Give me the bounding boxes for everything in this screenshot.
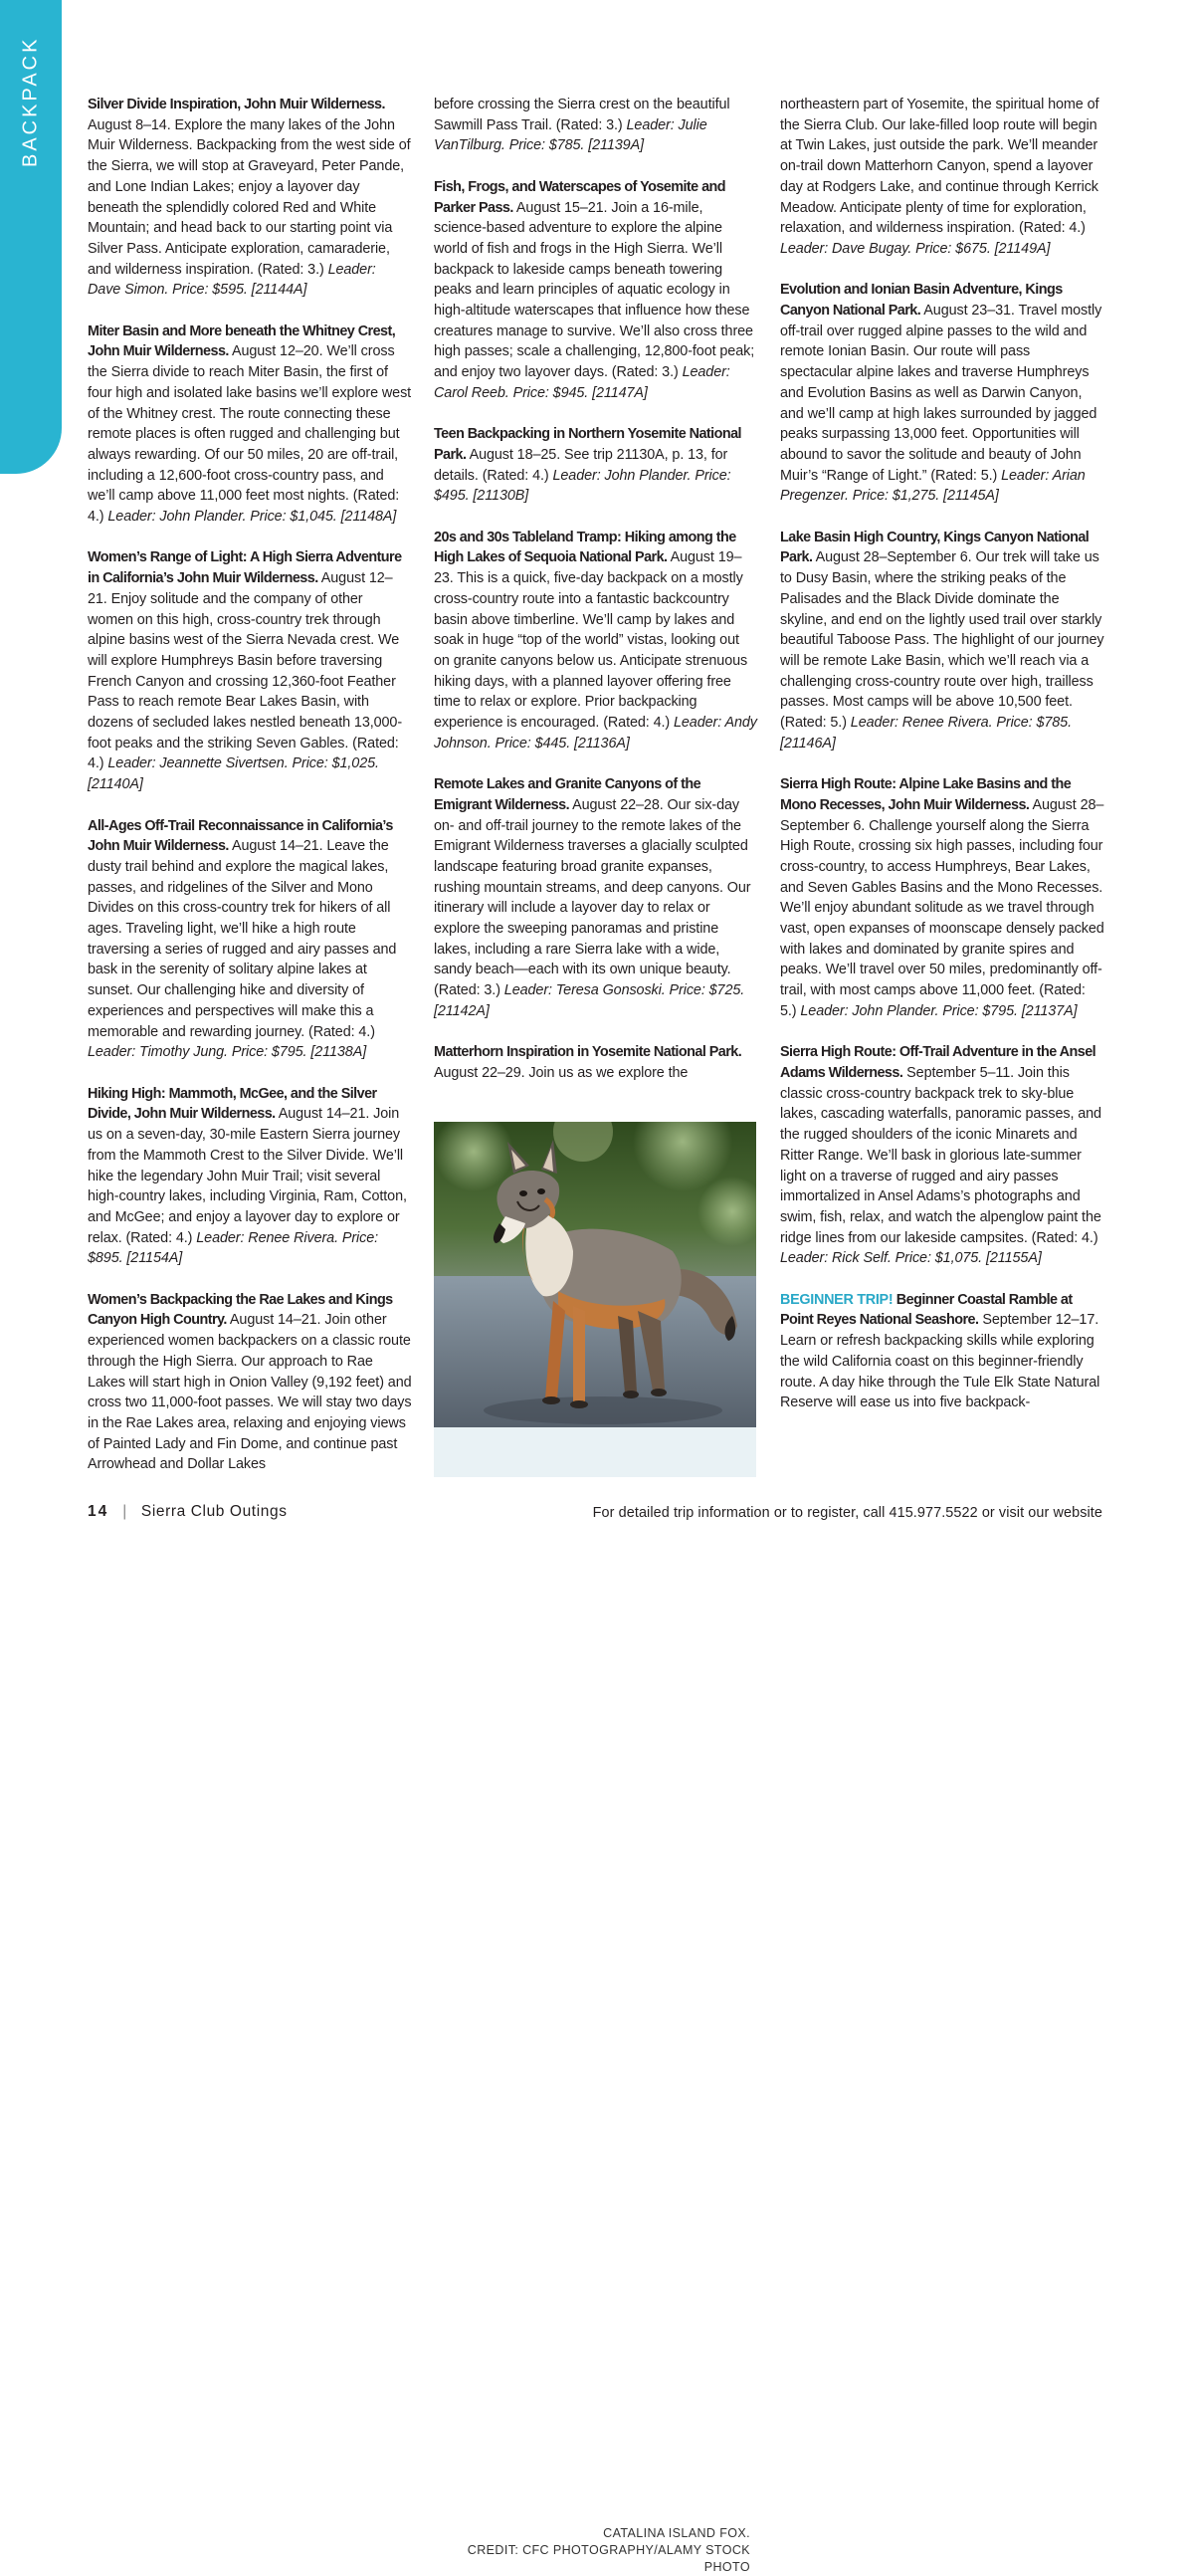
trip-leader-price: Leader: Andy Johnson. Price: $445. [21136A] (434, 715, 757, 751)
trip-entry (88, 816, 412, 1063)
trip-leader-price: Leader: Renee Rivera. Price: $785. [21146A] (780, 715, 1072, 751)
trip-description: August 22–28. Our six-day on- and off-trail journey to the remote lakes of the Emigrant Wilderness traverses a glacially sculpted landscape featuring broad granite expanses, rushing mountain streams, and deep canyons. Our itinerary will include a layover day to relax or explore the sweeping panoramas and pristine lakes, including a rare Sierra lake with a wide, sandy beach—each with its own unique beauty. (Rated: 3.) (434, 796, 751, 999)
photo-caption-title: CATALINA ISLAND FOX. (603, 2526, 750, 2540)
trip-leader-price: Leader: Teresa Gonsoski. Price: $725. [21142A] (434, 982, 745, 1019)
trip-entry-continued (780, 95, 1104, 260)
trip-title: Women’s Backpacking the Rae Lakes and Kings Canyon High Country. (88, 1291, 393, 1329)
column-2 (434, 95, 758, 1104)
section-tab (0, 0, 62, 474)
publication-name: Sierra Club Outings (140, 1503, 288, 1520)
trip-title: 20s and 30s Tableland Tramp: Hiking among the High Lakes of Sequoia National Park. (434, 529, 736, 566)
page-footer-note: For detailed trip information or to register, call 415.977.5522 or visit our website (592, 1505, 1102, 1521)
trip-leader-price: Leader: Rick Self. Price: $1,075. [21155A] (780, 1250, 1042, 1267)
trip-leader-price: Leader: John Plander. Price: $1,045. [21148A] (107, 509, 397, 526)
trip-description: August 14–21. Join us on a seven-day, 30-mile Eastern Sierra journey from the Mammoth Crest to the Silver Divide. We’ll hike the legendary John Muir Trail; visit several high-country lakes, including Virginia, Ram, Cotton, and McGee; and enjoy a layover day to explore or relax. (Rated: 4.) (88, 1106, 407, 1246)
trip-entry (434, 1042, 758, 1083)
trip-entry (434, 177, 758, 404)
trip-entry (780, 280, 1104, 507)
trip-description: August 14–21. Join other experienced women backpackers on a classic route through the High Sierra. Our approach to Rae Lakes will start high in Onion Valley (9,192 feet) and cross two 11,000-foot passes. We will stay two days in the Rae Lakes area, relaxing and enjoying views of Painted Lady and Fin Dome, and continue past Arrowhead and Dollar Lakes (88, 1312, 412, 1473)
trip-leader-price: Leader: Carol Reeb. Price: $945. [21147A] (434, 364, 730, 401)
trip-entry (434, 528, 758, 754)
section-tab-label: BACKPACK (19, 36, 42, 167)
column-3 (780, 95, 1104, 1434)
trip-entry (88, 1290, 412, 1475)
trip-description: August 28–September 6. Challenge yourself along the Sierra High Route, crossing six high passes, including four cross-country, to access Humphreys, Bear Lakes, and Seven Gables Basins and the Mono Recesses. We’ll enjoy abundant solitude as we travel through vast, open expanses of moonscape densely packed with lakes and dominated by granite spires and peaks. We’ll travel over 50 miles, predominantly off-trail, with most camps above 11,000 feet. (Rated: 5.) (780, 796, 1104, 1019)
catalina-island-fox-photo (434, 1122, 756, 1427)
trip-title: Evolution and Ionian Basin Adventure, Kings Canyon National Park. (780, 282, 1063, 320)
trip-title: Matterhorn Inspiration in Yosemite National Park. (434, 1044, 742, 1061)
trip-entry (88, 95, 412, 301)
trip-description: August 15–21. Join a 16-mile, science-based adventure to explore the alpine world of fish and frogs in the High Sierra. We’ll backpack to lakeside camps beneath towering peaks and learn principles of aquatic ecology in high-altitude waterscapes that influence how these creatures manage to survive. We’ll also cross three high passes; scale a challenging, 12,800-foot peak; and enjoy two layover days. (Rated: 3.) (434, 199, 755, 381)
trip-leader-price: Leader: Timothy Jung. Price: $795. [21138A] (88, 1044, 367, 1061)
trip-leader-price: Leader: Arian Pregenzer. Price: $1,275. [21145A] (780, 467, 1086, 505)
trip-title: Women’s Range of Light: A High Sierra Adventure in California’s John Muir Wilderness. (88, 549, 402, 587)
beginner-trip-badge: BEGINNER TRIP! (780, 1291, 894, 1308)
trip-entry (780, 528, 1104, 754)
page-number: 14 (88, 1503, 109, 1520)
trip-entry (780, 774, 1104, 1021)
trip-entry (434, 774, 758, 1021)
trip-title: Silver Divide Inspiration, John Muir Wilderness. (88, 97, 385, 112)
trip-description: August 12–20. We’ll cross the Sierra divide to reach Miter Basin, the first of four high and isolated lake basins we’ll explore west of the Whitney crest. The route connecting these remote places is often rugged and challenging but always rewarding. Of our 50 miles, 20 are off-trail, including a 12,600-foot cross-country pass, and we’ll camp above 11,000 feet most nights. (Rated: 4.) (88, 343, 412, 526)
trip-description: August 18–25. See trip 21130A, p. 13, for details. (Rated: 4.) (434, 446, 728, 484)
fox-photo-figure (434, 1122, 756, 2574)
trip-title: Sierra High Route: Alpine Lake Basins and the Mono Recesses, John Muir Wilderness. (780, 776, 1072, 813)
trip-title: Teen Backpacking in Northern Yosemite National Park. (434, 426, 741, 463)
trip-entry (434, 424, 758, 507)
photo-caption (434, 2525, 750, 2576)
trip-title: Hiking High: Mammoth, McGee, and the Silver Divide, John Muir Wilderness. (88, 1085, 377, 1123)
trip-entry (88, 322, 412, 528)
trip-entry-continued (434, 95, 758, 156)
trip-title: Fish, Frogs, and Waterscapes of Yosemite and Parker Pass. (434, 178, 726, 216)
trip-description: September 12–17. Learn or refresh backpacking skills while exploring the wild California coast on this beginner-friendly route. A day hike through the Tule Elk State Natural Reserve will ease us into five backpack- (780, 1312, 1100, 1411)
trip-description: northeastern part of Yosemite, the spiritual home of the Sierra Club. Our lake-filled loop route will begin at Twin Lakes, just outside the park. We’ll meander on-trail down Matterhorn Canyon, spend a layover day at Rodgers Lake, and continue through Kerrick Meadow. Anticipate plenty of time for exploration, relaxation, and wilderness inspiration. (Rated: 4.) (780, 97, 1099, 237)
trip-description: August 19–23. This is a quick, five-day backpack on a mostly cross-country route into a fantastic backcountry basin above timberline. We’ll camp by lakes and soak in huge “top of the world” vistas, looking out on granite canyons below us. Anticipate strenuous hiking days, with a planned layover offering free time to relax or explore. Prior backpacking experience is encouraged. (Rated: 4.) (434, 549, 748, 732)
trip-description: August 8–14. Explore the many lakes of the John Muir Wilderness. Backpacking from the west side of the Sierra, we will stop at Graveyard, Peter Pande, and Lone Indian Lakes; enjoy a layover day beneath the splendidly colored Red and White Mountain; and head back to our starting point via Silver Pass. Anticipate exploration, camaraderie, and wilderness inspiration. (Rated: 3.) (88, 116, 411, 278)
trip-leader-price: Leader: Dave Bugay. Price: $675. [21149A] (780, 240, 1051, 257)
trip-leader-price: Leader: Renee Rivera. Price: $895. [21154A] (88, 1229, 379, 1267)
photo-credit: CREDIT: CFC PHOTOGRAPHY/ALAMY STOCK PHOTO (467, 2543, 750, 2574)
column-1 (88, 95, 412, 1496)
trip-entry (88, 547, 412, 794)
trip-leader-price: Leader: Jeannette Sivertsen. Price: $1,025. [21140A] (88, 755, 379, 793)
trip-title: Sierra High Route: Off-Trail Adventure in the Ansel Adams Wilderness. (780, 1044, 1096, 1081)
trip-description: August 14–21. Leave the dusty trail behind and explore the magical lakes, passes, and ridgelines of the Silver and Mono Divides on this cross-country trek for hikers of all ages. Traveling light, we’ll hike a high route traversing a series of rugged and airy passes and bask in the serenity of solitary alpine lakes at sunset. Our challenging hike and diversity of experiences and perspectives will make this a memorable and rewarding journey. (Rated: 4.) (88, 838, 397, 1040)
trip-description: August 28–September 6. Our trek will take us to Dusy Basin, where the striking peaks of the Palisades and the Black Divide dominate the skyline, and end on the lightly used trail over starkly beautiful Taboose Pass. The highlight of our journey will be remote Lake Basin, which we’ll reach via a challenging cross-country route over high, trailless passes. Most camps will be above 10,500 feet. (Rated: 5.) (780, 549, 1104, 732)
trip-title: Lake Basin High Country, Kings Canyon National Park. (780, 529, 1090, 566)
trip-description: August 23–31. Travel mostly off-trail over rugged alpine passes to the wild and remote Ionian Basin. Our route will pass spectacular alpine lakes and traverse Humphreys and Evolution Basins as well as Darwin Canyon, and we’ll camp at high lakes surrounded by jagged peaks surpassing 13,000 feet. Opportunities will abound to savor the solitude and beauty of John Muir’s “Range of Light.” (Rated: 5.) (780, 303, 1102, 484)
trip-title: Remote Lakes and Granite Canyons of the Emigrant Wilderness. (434, 776, 701, 813)
trip-leader-price: Leader: John Plander. Price: $495. [21130B] (434, 467, 731, 505)
trip-description: September 5–11. Join this classic cross-country backpack trek to sky-blue lakes, cascading waterfalls, panoramic passes, and the rugged shoulders of the iconic Minarets and Ritter Range. We’ll bask in glorious late-summer light on a traverse of rugged and airy passes immortalized in Ansel Adams’s photographs and swim, fish, relax, and watch the alpenglow paint the ridge lines from our lakeside campsites. (Rated: 4.) (780, 1064, 1101, 1246)
trip-entry (88, 1084, 412, 1269)
trip-description: before crossing the Sierra crest on the beautiful Sawmill Pass Trail. (Rated: 3.) (434, 97, 730, 133)
trip-leader-price: Leader: Dave Simon. Price: $595. [21144A] (88, 261, 376, 299)
footer-separator: | (122, 1503, 127, 1520)
trip-title: Beginner Coastal Ramble at Point Reyes National Seashore. (780, 1291, 1073, 1329)
trip-title: All-Ages Off-Trail Reconnaissance in California’s John Muir Wilderness. (88, 817, 393, 855)
trip-leader-price: Leader: Julie VanTilburg. Price: $785. [21139A] (434, 116, 707, 154)
trip-entry (780, 1290, 1104, 1413)
page-footer-left (88, 1503, 288, 1521)
trip-entry (780, 1042, 1104, 1269)
trip-description: August 12–21. Enjoy solitude and the company of other women on this high, cross-country trek through alpine basins west of the Sierra Nevada crest. We will explore Humphreys Basin before traversing French Canyon and crossing 12,360-foot Feather Pass to reach remote Bear Lakes Basin, with dozens of secluded lakes nestled beneath 13,000-foot peaks and the striking Seven Gables. (Rated: 4.) (88, 570, 403, 772)
trip-title: Miter Basin and More beneath the Whitney Crest, John Muir Wilderness. (88, 322, 396, 360)
trip-description: August 22–29. Join us as we explore the (434, 1064, 689, 1081)
trip-leader-price: Leader: John Plander. Price: $795. [21137A] (800, 1002, 1078, 1019)
